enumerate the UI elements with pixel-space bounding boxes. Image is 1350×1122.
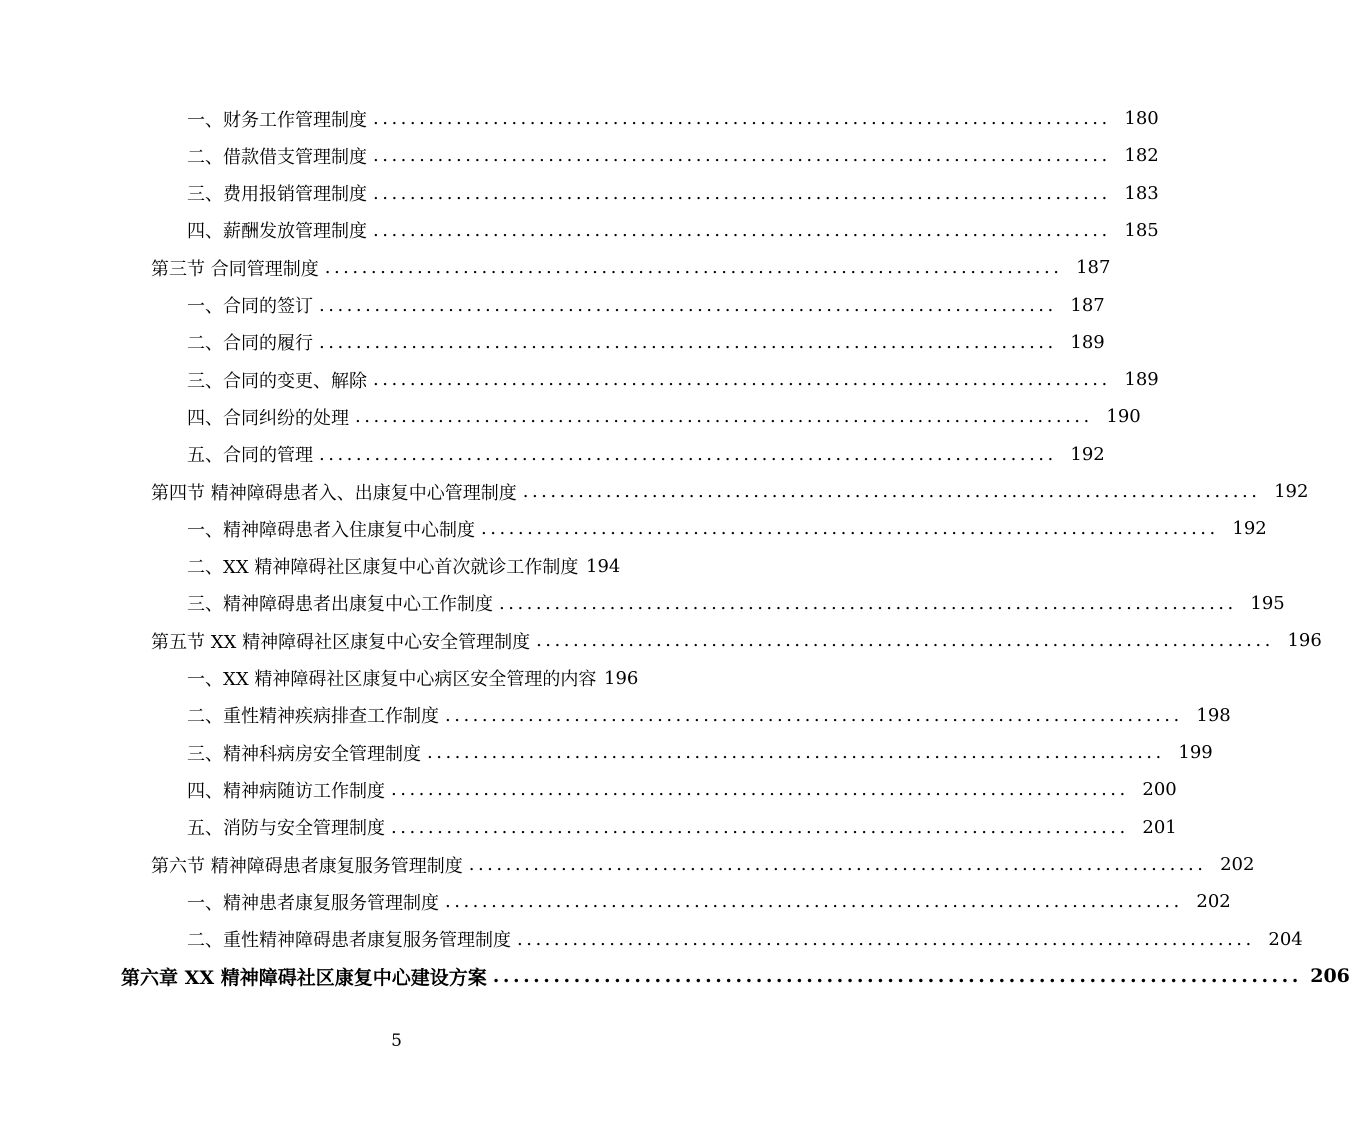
toc-dot-leader: ................................................................................ <box>319 443 1057 465</box>
toc-entry-label: 二、重性精神障碍患者康复服务管理制度 <box>187 930 511 952</box>
toc-entry-label: 三、精神科病房安全管理制度 <box>187 743 421 765</box>
toc-subsection-entry[interactable] <box>0 398 1141 435</box>
toc-entry-page: 189 <box>1124 369 1159 391</box>
toc-entry-page: 180 <box>1124 108 1159 129</box>
toc-section-entry[interactable] <box>0 622 1322 659</box>
toc-entry-label: 一、XX 精神障碍社区康复中心病区安全管理的内容 <box>187 669 597 690</box>
toc-dot-leader: ................................................................................ <box>373 369 1111 391</box>
toc-dot-leader: ................................................................................ <box>373 182 1111 204</box>
toc-dot-leader: ................................................................................ <box>319 294 1057 316</box>
toc-dot-leader: ................................................................................ <box>373 219 1111 241</box>
toc-subsection-entry[interactable] <box>0 697 1231 734</box>
toc-dot-leader: ................................................................................ <box>391 779 1129 801</box>
toc-dot-leader: ................................................................................ <box>492 965 1302 988</box>
toc-entry-label: 五、合同的管理 <box>187 445 313 467</box>
toc-entry-label: 三、合同的变更、解除 <box>187 370 367 392</box>
toc-entry-page: 190 <box>1106 406 1141 428</box>
toc-section-entry[interactable] <box>0 249 1111 286</box>
toc-entry-page: 196 <box>1287 630 1322 652</box>
toc-entry-page: 194 <box>586 555 621 577</box>
toc-entry-page: 182 <box>1124 145 1159 167</box>
toc-subsection-entry[interactable] <box>0 734 1213 771</box>
toc-entry-page: 187 <box>1076 257 1111 279</box>
toc-subsection-entry[interactable] <box>0 324 1105 361</box>
toc-dot-leader: ................................................................................ <box>391 816 1129 838</box>
toc-dot-leader: ................................................................................ <box>445 891 1183 913</box>
toc-subsection-entry[interactable] <box>0 660 793 697</box>
toc-dot-leader: ................................................................................ <box>468 854 1207 875</box>
toc-entry-page: 195 <box>1250 592 1285 614</box>
toc-entry-page: 199 <box>1178 742 1213 764</box>
toc-entry-label: 一、合同的签订 <box>187 296 313 317</box>
toc-entry-page: 198 <box>1196 704 1231 726</box>
toc-entry-label: 一、精神患者康复服务管理制度 <box>187 892 439 914</box>
toc-entry-label: 第四节 精神障碍患者入、出康复中心管理制度 <box>151 482 517 504</box>
toc-dot-leader: ................................................................................ <box>319 331 1057 353</box>
toc-entry-label: 第六章 XX 精神障碍社区康复中心建设方案 <box>121 966 487 989</box>
toc-dot-leader: ................................................................................ <box>481 518 1219 540</box>
toc-section-entry[interactable] <box>0 473 1309 510</box>
toc-subsection-entry[interactable] <box>0 771 1177 808</box>
toc-subsection-entry[interactable] <box>0 436 1105 473</box>
toc-entry-label: 二、借款借支管理制度 <box>187 146 367 168</box>
toc-subsection-entry[interactable] <box>0 585 1285 622</box>
toc-dot-leader: ................................................................................ <box>445 704 1183 726</box>
toc-entry-page: 202 <box>1220 854 1255 875</box>
toc-entry-page: 183 <box>1124 182 1159 204</box>
toc-subsection-entry[interactable] <box>0 100 1159 137</box>
toc-entry-label: 四、合同纠纷的处理 <box>187 407 349 429</box>
toc-subsection-entry[interactable] <box>0 361 1159 398</box>
toc-dot-leader: ................................................................................ <box>373 145 1111 167</box>
toc-entry-label: 三、精神障碍患者出康复中心工作制度 <box>187 594 493 616</box>
toc-subsection-entry[interactable] <box>0 510 1267 547</box>
toc-entry-label: 一、精神障碍患者入住康复中心制度 <box>187 519 475 541</box>
toc-entry-label: 第三节 合同管理制度 <box>151 258 319 280</box>
toc-chapter-entry[interactable] <box>0 958 1350 995</box>
toc-subsection-entry[interactable] <box>0 175 1159 212</box>
toc-entry-page: 187 <box>1070 294 1105 316</box>
toc-entry-label: 四、薪酬发放管理制度 <box>187 221 367 243</box>
toc-entry-label: 一、财务工作管理制度 <box>187 109 367 131</box>
toc-dot-leader: ................................................................................ <box>522 481 1261 502</box>
toc-entry-label: 二、重性精神疾病排查工作制度 <box>187 706 439 728</box>
toc-entry-page: 204 <box>1268 928 1303 950</box>
toc-entry-label: 第六节 精神障碍患者康复服务管理制度 <box>151 855 463 877</box>
toc-subsection-entry[interactable] <box>0 883 1231 920</box>
toc-entry-page: 192 <box>1070 443 1105 465</box>
toc-subsection-entry[interactable] <box>0 809 1177 846</box>
page-number: 5 <box>391 1031 402 1051</box>
toc-entry-page: 192 <box>1232 518 1267 540</box>
toc-dot-leader: ................................................................................ <box>427 742 1165 764</box>
toc-entry-label: 四、精神病随访工作制度 <box>187 780 385 802</box>
toc-subsection-entry[interactable] <box>0 287 1105 324</box>
toc-dot-leader: ................................................................................ <box>355 406 1093 428</box>
toc-dot-leader: ................................................................................ <box>499 592 1237 614</box>
toc-entry-page: 200 <box>1142 779 1177 801</box>
toc-subsection-entry[interactable] <box>0 921 1303 958</box>
toc-entry-page: 192 <box>1274 481 1309 502</box>
toc-entry-label: 二、XX 精神障碍社区康复中心首次就诊工作制度 <box>187 557 579 579</box>
toc-entry-label: 二、合同的履行 <box>187 333 313 355</box>
toc-subsection-entry[interactable] <box>0 137 1159 174</box>
toc-entry-label: 三、费用报销管理制度 <box>187 184 367 206</box>
toc-entry-page: 206 <box>1310 965 1350 988</box>
toc-entry-page: 189 <box>1070 331 1105 353</box>
toc-entry-label: 第五节 XX 精神障碍社区康复中心安全管理制度 <box>151 631 531 653</box>
toc-entry-page: 201 <box>1142 816 1177 838</box>
toc-entry-page: 185 <box>1124 219 1159 241</box>
toc-section-entry[interactable] <box>0 846 1255 883</box>
toc-dot-leader: ................................................................................ <box>373 108 1111 129</box>
toc-subsection-entry[interactable] <box>0 212 1159 249</box>
toc-entry-page: 202 <box>1196 891 1231 913</box>
toc-entry-page: 196 <box>604 667 639 689</box>
toc-dot-leader: ................................................................................ <box>517 928 1255 950</box>
toc-entry-label: 五、消防与安全管理制度 <box>187 818 385 840</box>
toc-subsection-entry[interactable] <box>0 548 793 585</box>
toc-dot-leader: ................................................................................ <box>536 630 1274 652</box>
toc-dot-leader: ................................................................................ <box>324 257 1063 279</box>
